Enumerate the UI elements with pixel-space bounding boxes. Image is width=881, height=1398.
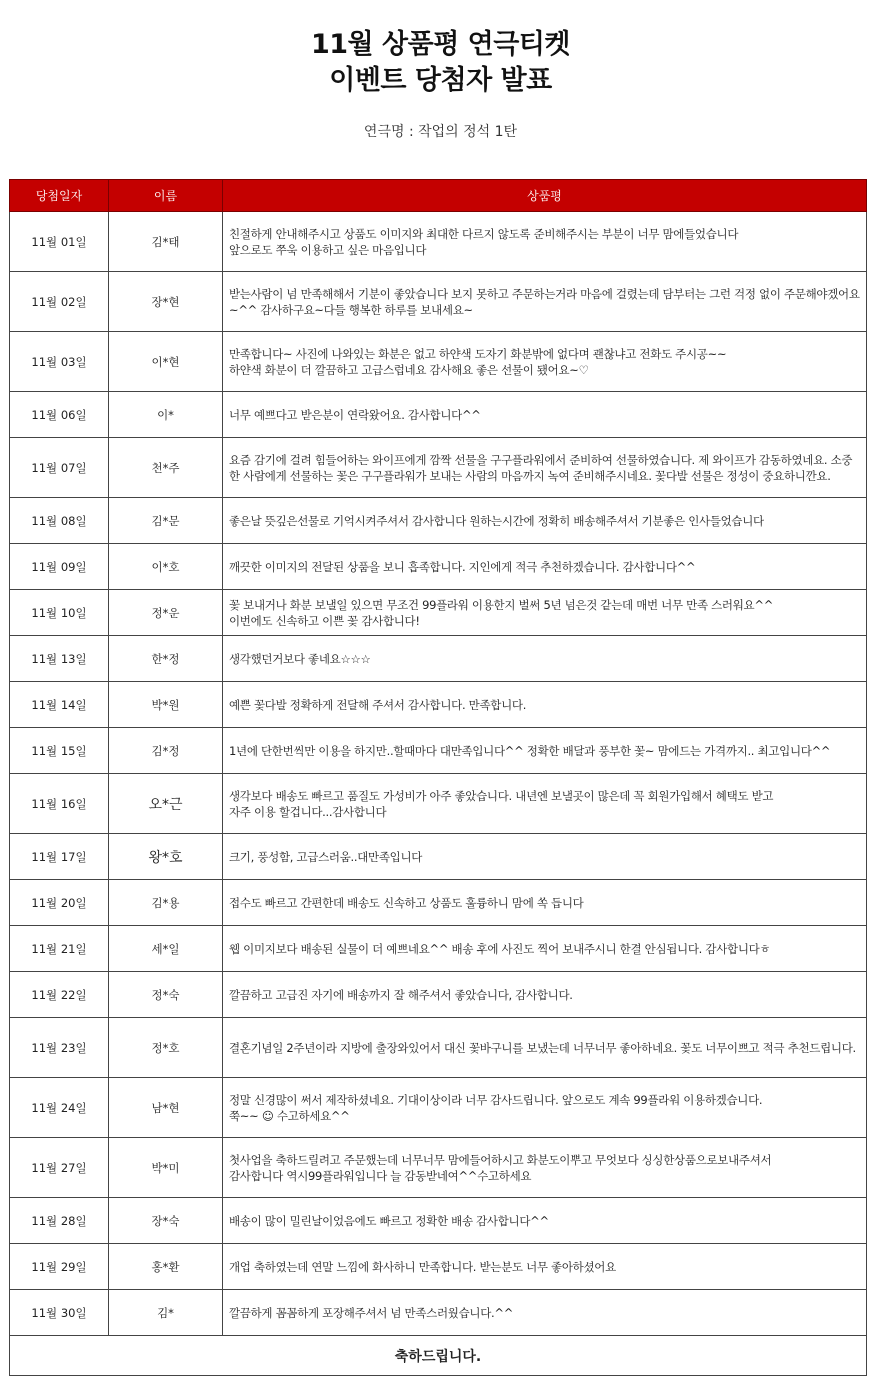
- win-date: 11월 27일: [10, 1138, 109, 1198]
- table-row: [10, 926, 867, 972]
- table-row: [10, 1198, 867, 1244]
- win-date: 11월 02일: [10, 272, 109, 332]
- review-text: 깨끗한 이미지의 전달된 상품을 보니 흡족합니다. 지인에게 적극 추천하겠습니다. 감사합니다^^: [223, 544, 867, 590]
- table-row: [10, 1018, 867, 1078]
- play-name-subtitle: 연극명 : 작업의 정석 1탄: [363, 124, 518, 140]
- review-text: 1년에 단한번씩만 이용을 하지만..할때마다 대만족입니다^^ 정확한 배달과 풍부한 꽃~ 맘에드는 가격까지.. 최고입니다^^: [223, 728, 867, 774]
- review-text: 깔끔하고 고급진 자기에 배송까지 잘 해주셔서 좋았습니다, 감사합니다.: [223, 972, 867, 1018]
- table-row: [10, 498, 867, 544]
- win-date: 11월 21일: [10, 926, 109, 972]
- win-date: 11월 08일: [10, 498, 109, 544]
- winner-name: 남*현: [109, 1078, 223, 1138]
- winner-name: 김*: [109, 1290, 223, 1336]
- review-text: 친절하게 안내해주시고 상품도 이미지와 최대한 다르지 않도록 준비해주시는 부분이 너무 맘에들었습니다 앞으로도 쭈욱 이용하고 싶은 마음입니다: [223, 212, 867, 272]
- table-footer-row: [10, 1336, 867, 1376]
- table-row: [10, 774, 867, 834]
- congratulations-footer: 축하드립니다.: [10, 1336, 867, 1376]
- review-text: 요즘 감기에 걸려 힘들어하는 와이프에게 깜짝 선물을 구구플라워에서 준비하여 선물하였습니다. 제 와이프가 감동하였네요. 소중한 사람에게 선물하는 꽃은 구구플라워가 보내는 사람의 마음까지 녹여 준비해주시네요. 꽃다발 선물은 정성이 중요하니깐요.: [223, 438, 867, 498]
- win-date: 11월 09일: [10, 544, 109, 590]
- winner-name: 홍*환: [109, 1244, 223, 1290]
- table-row: [10, 636, 867, 682]
- winner-name: 이*호: [109, 544, 223, 590]
- table-row: [10, 392, 867, 438]
- review-text: 배송이 많이 밀린날이었음에도 빠르고 정확한 배송 감사합니다^^: [223, 1198, 867, 1244]
- review-text: 웹 이미지보다 배송된 실물이 더 예쁘네요^^ 배송 후에 사진도 찍어 보내주시니 한결 안심됩니다. 감사합니다ㅎ: [223, 926, 867, 972]
- table-row: [10, 1138, 867, 1198]
- win-date: 11월 23일: [10, 1018, 109, 1078]
- winner-name: 김*정: [109, 728, 223, 774]
- review-text: 크기, 풍성함, 고급스러움..대만족입니다: [223, 834, 867, 880]
- table-row: [10, 1244, 867, 1290]
- review-text: 깔끔하게 꼼꼼하게 포장해주셔서 넘 만족스러웠습니다.^^: [223, 1290, 867, 1336]
- win-date: 11월 01일: [10, 212, 109, 272]
- table-header-row: [10, 180, 867, 212]
- winners-table: [9, 179, 867, 1376]
- table-row: [10, 272, 867, 332]
- win-date: 11월 29일: [10, 1244, 109, 1290]
- win-date: 11월 07일: [10, 438, 109, 498]
- win-date: 11월 17일: [10, 834, 109, 880]
- winner-name: 김*태: [109, 212, 223, 272]
- review-text: 첫사업을 축하드릴려고 주문했는데 너무너무 맘에들어하시고 화분도이뿌고 무엇보다 싱싱한상품으로보내주셔서 감사합니다 역시99플라워입니다 늘 감동받네여^^수고하세요: [223, 1138, 867, 1198]
- winner-name: 오*근: [109, 774, 223, 834]
- table-row: [10, 972, 867, 1018]
- review-text: 너무 예쁘다고 받은분이 연락왔어요. 감사합니다^^: [223, 392, 867, 438]
- winner-name: 왕*호: [109, 834, 223, 880]
- page-title-line1: 11월 상품평 연극티켓: [310, 29, 571, 60]
- review-text: 예쁜 꽃다발 정확하게 전달해 주셔서 감사합니다. 만족합니다.: [223, 682, 867, 728]
- table-row: [10, 212, 867, 272]
- winner-name: 장*숙: [109, 1198, 223, 1244]
- table-row: [10, 332, 867, 392]
- column-header-name: 이름: [109, 180, 223, 212]
- winner-name: 김*문: [109, 498, 223, 544]
- win-date: 11월 24일: [10, 1078, 109, 1138]
- table-row: [10, 728, 867, 774]
- win-date: 11월 22일: [10, 972, 109, 1018]
- win-date: 11월 20일: [10, 880, 109, 926]
- win-date: 11월 14일: [10, 682, 109, 728]
- win-date: 11월 16일: [10, 774, 109, 834]
- review-text: 꽃 보내거나 화분 보낼일 있으면 무조건 99플라워 이용한지 벌써 5년 넘은것 같는데 매번 너무 만족 스러워요^^ 이번에도 신속하고 이쁜 꽃 감사합니다!: [223, 590, 867, 636]
- win-date: 11월 28일: [10, 1198, 109, 1244]
- table-row: [10, 834, 867, 880]
- table-row: [10, 438, 867, 498]
- winner-name: 박*미: [109, 1138, 223, 1198]
- table-row: [10, 590, 867, 636]
- review-text: 생각보다 배송도 빠르고 품질도 가성비가 아주 좋았습니다. 내년엔 보낼곳이 많은데 꼭 회원가입해서 혜택도 받고 자주 이용 할겁니다...감사합니다: [223, 774, 867, 834]
- table-row: [10, 880, 867, 926]
- win-date: 11월 03일: [10, 332, 109, 392]
- review-text: 받는사람이 넘 만족해해서 기분이 좋았습니다 보지 못하고 주문하는거라 마음에 걸렸는데 담부터는 그런 걱정 없이 주문해야겠어요~^^ 감사하구요~다들 행복한 하루를 보내세요~: [223, 272, 867, 332]
- review-text: 생각했던거보다 좋네요☆☆☆: [223, 636, 867, 682]
- win-date: 11월 06일: [10, 392, 109, 438]
- winner-name: 이*: [109, 392, 223, 438]
- table-row: [10, 1078, 867, 1138]
- win-date: 11월 10일: [10, 590, 109, 636]
- table-row: [10, 1290, 867, 1336]
- column-header-review: 상품평: [223, 180, 867, 212]
- winner-name: 정*운: [109, 590, 223, 636]
- winner-name: 정*숙: [109, 972, 223, 1018]
- review-text: 접수도 빠르고 간편한데 배송도 신속하고 상품도 훌륭하니 맘에 쏙 듭니다: [223, 880, 867, 926]
- table-row: [10, 544, 867, 590]
- winners-table-body: [10, 212, 867, 1376]
- winner-name: 한*정: [109, 636, 223, 682]
- winner-name: 박*원: [109, 682, 223, 728]
- review-text: 정말 신경많이 써서 제작하셨네요. 기대이상이라 너무 감사드립니다. 앞으로도 계속 99플라워 이용하겠습니다. 쭉~~ ☺ 수고하세요^^: [223, 1078, 867, 1138]
- win-date: 11월 30일: [10, 1290, 109, 1336]
- page-title-line2: 이벤트 당첨자 발표: [329, 65, 552, 96]
- review-text: 결혼기념일 2주년이라 지방에 출장와있어서 대신 꽃바구니를 보냈는데 너무너무 좋아하네요. 꽃도 너무이쁘고 적극 추천드립니다.: [223, 1018, 867, 1078]
- review-text: 좋은날 뜻깊은선물로 기억시켜주셔서 감사합니다 원하는시간에 정확히 배송해주셔서 기분좋은 인사들었습니다: [223, 498, 867, 544]
- review-text: 개업 축하였는데 연말 느낌에 화사하니 만족합니다. 받는분도 너무 좋아하셨어요: [223, 1244, 867, 1290]
- column-header-date: 당첨일자: [10, 180, 109, 212]
- winner-name: 천*주: [109, 438, 223, 498]
- winner-name: 정*호: [109, 1018, 223, 1078]
- winner-name: 세*일: [109, 926, 223, 972]
- win-date: 11월 15일: [10, 728, 109, 774]
- table-row: [10, 682, 867, 728]
- winner-name: 이*현: [109, 332, 223, 392]
- winner-name: 장*현: [109, 272, 223, 332]
- review-text: 만족합니다~ 사진에 나와있는 화분은 없고 하얀색 도자기 화분밖에 없다며 괜찮냐고 전화도 주시공~~ 하얀색 화분이 더 깔끔하고 고급스럽네요 감사해요 좋은 선물이 됐어요~♡: [223, 332, 867, 392]
- win-date: 11월 13일: [10, 636, 109, 682]
- winner-name: 김*용: [109, 880, 223, 926]
